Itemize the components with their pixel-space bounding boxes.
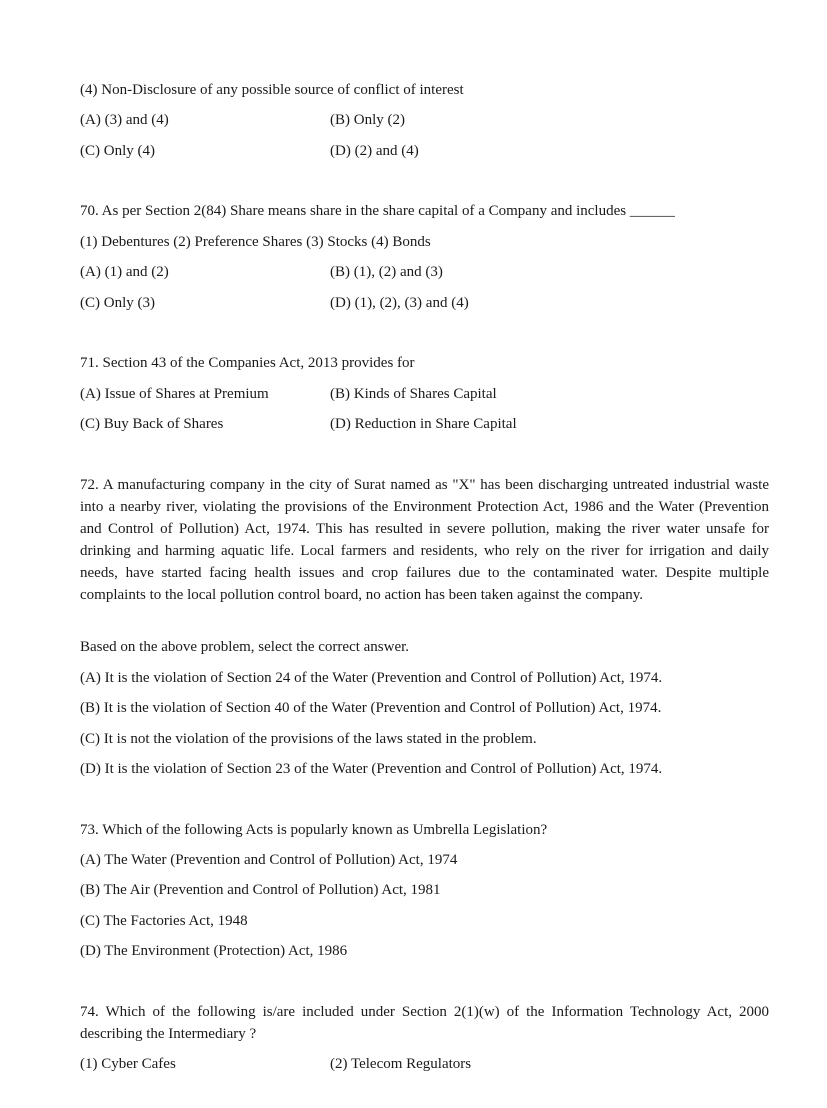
q73-option-a: (A) The Water (Prevention and Control of Pollution) Act, 1974	[80, 852, 458, 868]
q71-option-a: (A) Issue of Shares at Premium	[80, 386, 269, 402]
q71-option-c: (C) Buy Back of Shares	[80, 416, 224, 432]
q70-items: (1) Debentures (2) Preference Shares (3) Stocks (4) Bonds	[80, 234, 431, 250]
q72-option-d: (D) It is the violation of Section 23 of the Water (Prevention and Control of Pollution) Act, 1974.	[80, 761, 663, 777]
q70-option-a: (A) (1) and (2)	[80, 264, 169, 280]
q71-question: 71. Section 43 of the Companies Act, 2013 provides for	[80, 355, 415, 371]
q69-item-4: (4) Non-Disclosure of any possible source of conflict of interest	[80, 82, 464, 98]
q70-option-c: (C) Only (3)	[80, 295, 155, 311]
q73-option-d: (D) The Environment (Protection) Act, 1986	[80, 943, 348, 959]
q74-question: 74. Which of the following is/are included under Section 2(1)(w) of the Information Technology Act, 2000 describing the Intermediary ?	[80, 1004, 769, 1042]
q74-item-2: (2) Telecom Regulators	[330, 1056, 472, 1072]
q69-option-c: (C) Only (4)	[80, 143, 155, 159]
q70-option-b: (B) (1), (2) and (3)	[330, 264, 443, 280]
q72-option-b: (B) It is the violation of Section 40 of the Water (Prevention and Control of Pollution) Act, 1974.	[80, 700, 662, 716]
q74-item-1: (1) Cyber Cafes	[80, 1056, 176, 1072]
q73-option-c: (C) The Factories Act, 1948	[80, 913, 248, 929]
q72-option-c: (C) It is not the violation of the provisions of the laws stated in the problem.	[80, 731, 537, 747]
q70-question: 70. As per Section 2(84) Share means share in the share capital of a Company and includes ______	[80, 203, 675, 219]
q69-option-b: (B) Only (2)	[330, 112, 405, 128]
q71-option-b: (B) Kinds of Shares Capital	[330, 386, 497, 402]
q72-prompt: Based on the above problem, select the correct answer.	[80, 639, 410, 655]
q69-option-a: (A) (3) and (4)	[80, 112, 169, 128]
q73-option-b: (B) The Air (Prevention and Control of Pollution) Act, 1981	[80, 882, 441, 898]
q69-option-d: (D) (2) and (4)	[330, 143, 419, 159]
q71-option-d: (D) Reduction in Share Capital	[330, 416, 517, 432]
q72-question: 72. A manufacturing company in the city of Surat named as "X" has been discharging untreated industrial waste into a nearby river, violating the provisions of the Environment Protection Act, 1986 and the Water (Prevention and Control of Pollution) Act, 1974. This has resulted in severe pollution, making the river water unsafe for drinking and harming aquatic life. Local farmers and residents, who rely on the river for irrigation and daily needs, have started facing health issues and crop failures due to the contaminated water. Despite multiple complaints to the local pollution control board, no action has been taken against the company.	[80, 477, 769, 603]
q70-option-d: (D) (1), (2), (3) and (4)	[330, 295, 469, 311]
q73-question: 73. Which of the following Acts is popularly known as Umbrella Legislation?	[80, 822, 548, 838]
q72-option-a: (A) It is the violation of Section 24 of the Water (Prevention and Control of Pollution) Act, 1974.	[80, 670, 663, 686]
